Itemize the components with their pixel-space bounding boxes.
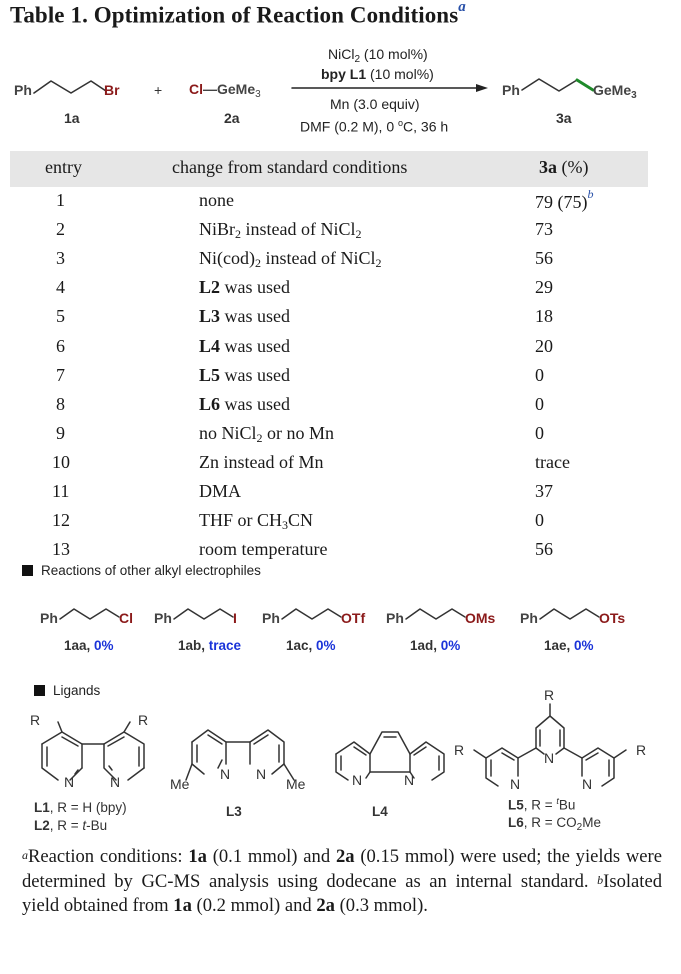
reactant-1a-br: Br — [104, 82, 120, 98]
reaction-arrow — [290, 83, 490, 93]
electrophile-leaving-group: Cl — [119, 610, 133, 626]
table-cell-yield: 37 — [535, 481, 553, 501]
header-entry: entry — [45, 157, 82, 177]
l5-r-right: R — [636, 742, 647, 758]
l5-n-center: N — [544, 750, 555, 766]
electrophile-leaving-group: OTs — [599, 610, 626, 626]
header-yield: 3a (%) — [539, 157, 589, 177]
ligand-l4-structure — [326, 718, 446, 798]
caption-l3: L3 — [226, 804, 242, 819]
l1-n-right: N — [110, 774, 121, 790]
l1-r-right: R — [138, 712, 149, 728]
l3-me-right: Me — [286, 776, 306, 792]
table-cell-entry: 9 — [56, 422, 65, 443]
l4-n-right: N — [404, 772, 415, 788]
l3-me-left: Me — [170, 776, 190, 792]
table-cell-yield: 18 — [535, 306, 553, 327]
table-cell-change: DMA — [199, 481, 242, 501]
electrophile-leaving-group: OTf — [341, 610, 366, 626]
table-cell-change: NiBr$_2$ instead of NiCl$_2$ — [199, 219, 362, 242]
table-cell-change: L2 was used — [199, 277, 291, 298]
l1-n-left: N — [64, 774, 75, 790]
electrophile-ph: Ph — [386, 610, 404, 626]
table-cell-yield: trace — [535, 451, 570, 472]
table-cell-change: THF or $CH_3CN$ — [199, 510, 314, 533]
electrophile-chain — [281, 602, 343, 624]
caption-l4: L4 — [372, 804, 388, 819]
table-cell-change: Zn instead of Mn — [199, 451, 324, 472]
electrophile-caption: 1ab, trace — [178, 638, 242, 653]
product-3a-label: 3a — [556, 110, 572, 126]
condition-reductant: Mn (3.0 equiv) — [330, 96, 420, 112]
electrophile-chain — [173, 602, 235, 624]
electrophile-caption: 1ac, 0% — [286, 638, 336, 653]
l1-r-left: R — [30, 712, 41, 728]
table-cell-yield: 56 — [535, 539, 553, 560]
table-cell-yield: 56 — [535, 248, 553, 269]
caption-l5: L5, R = $^t$Bu — [508, 796, 576, 813]
footnote-a-marker: a — [22, 848, 28, 862]
table-cell-change: L5 was used — [199, 364, 291, 385]
table-cell-yield: 20 — [535, 335, 553, 356]
new-c-ge-bond — [577, 80, 593, 90]
footnote-b-marker: b — [597, 872, 604, 887]
electrophile-result: 0% — [316, 638, 336, 653]
table-cell-entry: 5 — [56, 306, 65, 327]
l5-r-top: R — [544, 687, 555, 703]
table-cell-yield: 73 — [535, 219, 553, 240]
table-title-text: Table 1. Optimization of Reaction Conditions — [10, 2, 459, 28]
table-cell-yield: 0 — [535, 422, 544, 443]
condition-catalyst: NiCl$_2$ (10 mol%) — [328, 46, 428, 65]
electrophile-ph: Ph — [154, 610, 172, 626]
table-cell-change: no NiCl$_2$ or no Mn — [199, 422, 335, 445]
table-cell-entry: 11 — [52, 481, 70, 501]
table-cell-entry: 8 — [56, 393, 65, 414]
reactant-2a: Cl—GeMe$_3$ — [189, 81, 261, 100]
table-cell-entry: 4 — [56, 277, 65, 298]
header-change: change from standard conditions — [172, 157, 408, 177]
electrophile-leaving-group: OMs — [465, 610, 496, 626]
product-3a-gemе3: GeMe$_3$ — [593, 82, 637, 101]
table-cell-change: none — [199, 190, 234, 210]
electrophile-leaving-group: I — [233, 610, 237, 626]
electrophile-chain — [59, 602, 121, 624]
reactant-1a-chain — [33, 73, 108, 99]
table-cell-entry: 10 — [52, 451, 70, 472]
electrophile-caption: 1ad, 0% — [410, 638, 461, 653]
table-title — [10, 2, 466, 29]
footnote-marker-a: a — [458, 0, 466, 15]
caption-l2: L2, R = t-Bu — [34, 818, 108, 833]
l5-n-left: N — [510, 776, 521, 792]
table-cell-change: L6 was used — [199, 393, 291, 414]
table-cell-entry: 2 — [56, 219, 65, 240]
table-cell-yield: 0 — [535, 510, 544, 531]
table-cell-change: L4 was used — [199, 335, 291, 356]
table-cell-entry: 6 — [56, 335, 65, 356]
table-cell-change: $Ni(cod)_2$ instead of NiCl$_2$ — [199, 248, 382, 271]
table-cell-change: L3 was used — [199, 306, 291, 327]
ligands-heading: Ligands — [34, 683, 100, 698]
caption-l6: L6, $R = CO_2Me$ — [508, 815, 601, 833]
l5-n-right: N — [582, 776, 593, 792]
product-3a-ph: Ph — [502, 82, 520, 98]
table-cell-change: room temperature — [199, 539, 328, 560]
l4-n-left: N — [352, 772, 363, 788]
electrophile-caption: 1ae, 0% — [544, 638, 594, 653]
table-cell-yield: 29 — [535, 277, 553, 298]
table-cell-entry: 12 — [52, 510, 70, 531]
table-cell-entry: 7 — [56, 364, 65, 385]
electrophile-ph: Ph — [262, 610, 280, 626]
product-3a-chain — [521, 71, 596, 99]
l5-r-left: R — [454, 742, 465, 758]
reactant-1a-label: 1a — [64, 110, 80, 126]
condition-solvent: DMF (0.2 M), 0 $^o$C, 36 h — [300, 118, 449, 135]
l3-n-left: N — [220, 766, 231, 782]
table-cell-yield: 0 — [535, 364, 544, 385]
electrophile-result: 0% — [574, 638, 594, 653]
table-cell-yield: 0 — [535, 393, 544, 414]
electrophile-result: 0% — [440, 638, 461, 653]
table-cell-entry: 3 — [56, 248, 65, 269]
plus-sign: + — [154, 82, 163, 98]
table-cell-entry: 1 — [56, 190, 65, 210]
electrophile-ph: Ph — [40, 610, 58, 626]
electrophile-ph: Ph — [520, 610, 538, 626]
square-bullet-icon — [22, 565, 33, 576]
condition-ligand: bpy L1 (10 mol%) — [321, 66, 434, 82]
electrophile-chain — [405, 602, 467, 624]
electrophile-caption: 1aa, 0% — [64, 638, 114, 653]
table-footnote: $^a$Reaction conditions: 1a (0.1 mmol) and 2a (0.15 mmol) were used; the yields were determined by GC-MS analysis using dodecane as an internal standard. $^b$Isolated yield obtained from 1a (0.2 mmol) and 2a (0.3 mmol). — [22, 846, 662, 916]
reactant-1a-ph: Ph — [14, 82, 32, 98]
electrophile-result: trace — [208, 638, 242, 653]
square-bullet-icon — [34, 685, 45, 696]
table-cell-yield: 79 $(75)^b$ — [535, 187, 594, 212]
table-cell-entry: 13 — [52, 539, 70, 560]
electrophile-result: 0% — [94, 638, 114, 653]
electrophile-chain — [539, 602, 601, 624]
l3-n-right: N — [256, 766, 267, 782]
electrophiles-heading: Reactions of other alkyl electrophiles — [22, 563, 261, 578]
footnote-marker-b: b — [587, 187, 594, 201]
reactant-2a-label: 2a — [224, 110, 240, 126]
caption-l1: L1, R = H (bpy) — [34, 800, 127, 815]
